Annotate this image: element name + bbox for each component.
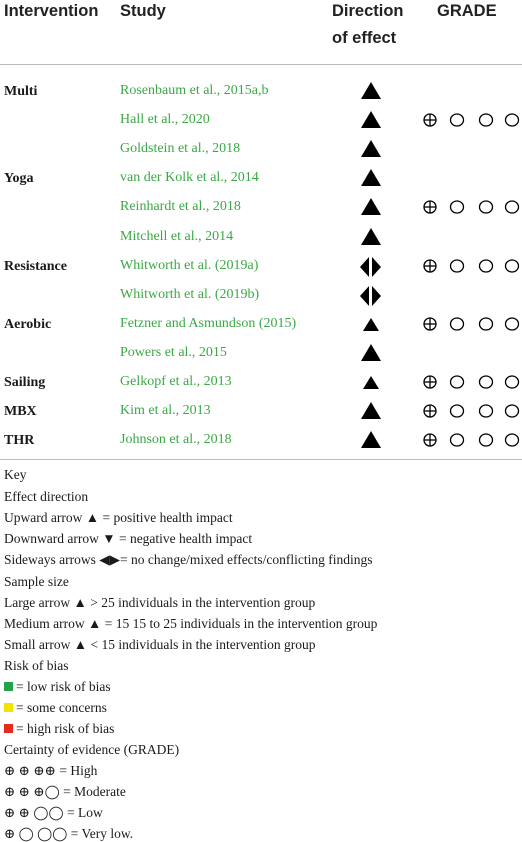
- up-arrow-icon: [355, 369, 387, 398]
- up-arrow-icon: [355, 398, 387, 427]
- key-title: Key: [4, 467, 27, 482]
- key-bias-low: = low risk of bias: [16, 679, 111, 694]
- intervention-label: Aerobic: [4, 316, 52, 332]
- study-link[interactable]: Whitworth et al. (2019a): [120, 257, 259, 273]
- up-arrow-icon: [355, 427, 387, 456]
- intervention-label: MBX: [4, 404, 37, 420]
- intervention-label: Multi: [4, 84, 38, 99]
- up-arrow-icon: [355, 165, 387, 194]
- header-rule: [0, 64, 522, 65]
- grade-very-low-icon: [420, 107, 522, 136]
- study-link[interactable]: Fetzner and Asmundson (2015): [120, 315, 297, 331]
- intervention-label: Sailing: [4, 375, 46, 390]
- study-link[interactable]: Powers et al., 2015: [120, 344, 227, 360]
- sideways-arrows-icon: [355, 253, 387, 282]
- study-link[interactable]: Johnson et al., 2018: [120, 432, 232, 448]
- up-arrow-icon: [355, 107, 387, 136]
- grade-very-low-icon: [420, 369, 522, 398]
- table-row: [0, 427, 522, 456]
- table-row: [0, 340, 522, 369]
- intervention-label: THR: [4, 433, 35, 449]
- study-link[interactable]: van der Kolk et al., 2014: [120, 170, 259, 186]
- grade-very-low-icon: [420, 311, 522, 340]
- study-link[interactable]: Gelkopf et al., 2013: [120, 374, 232, 389]
- bias-high-swatch: [4, 724, 13, 733]
- key-bias-high: = high risk of bias: [16, 721, 115, 736]
- table-row: [0, 398, 522, 427]
- key-sideways: Sideways arrows ◀▶= no change/mixed effects/conflicting findings: [4, 552, 373, 567]
- up-arrow-icon: [355, 224, 387, 253]
- key-downward: Downward arrow ▼ = negative health impact: [4, 531, 253, 546]
- key-certainty-heading: Certainty of evidence (GRADE): [4, 742, 180, 757]
- study-link[interactable]: Hall et al., 2020: [120, 112, 210, 128]
- header-direction-line2: of effect: [332, 29, 397, 47]
- key-medium: Medium arrow ▲ = 15 15 to 25 individuals in the intervention group: [4, 616, 378, 631]
- table-row: [0, 224, 522, 253]
- header-study: Study: [120, 2, 166, 20]
- study-link[interactable]: Goldstein et al., 2018: [120, 141, 241, 157]
- key-sample-heading: Sample size: [4, 574, 69, 589]
- up-arrow-icon: [355, 311, 387, 340]
- key-cert-moderate: ⊕ ⊕ ⊕◯ = Moderate: [4, 784, 126, 799]
- key-bias-heading: Risk of bias: [4, 658, 69, 673]
- bias-low-swatch: [4, 682, 13, 691]
- key-rule: [0, 459, 522, 460]
- table-row: [0, 78, 522, 107]
- grade-very-low-icon: [420, 398, 522, 427]
- header-intervention: Intervention: [4, 2, 99, 20]
- key-bias-low-row: [4, 679, 111, 695]
- up-arrow-icon: [355, 340, 387, 369]
- study-link[interactable]: Reinhardt et al., 2018: [120, 199, 241, 215]
- grade-very-low-icon: [420, 194, 522, 223]
- study-link[interactable]: Whitworth et al. (2019b): [120, 286, 260, 302]
- intervention-label: Yoga: [4, 171, 34, 187]
- key-cert-high: ⊕ ⊕ ⊕⊕ = High: [4, 763, 98, 778]
- study-link[interactable]: Kim et al., 2013: [120, 403, 211, 419]
- grade-very-low-icon: [420, 427, 522, 456]
- table-row: [0, 165, 522, 194]
- study-link[interactable]: Mitchell et al., 2014: [120, 228, 234, 244]
- key-effect-heading: Effect direction: [4, 489, 89, 504]
- intervention-label: Resistance: [4, 258, 67, 274]
- table-row: [0, 369, 522, 398]
- up-arrow-icon: [355, 194, 387, 223]
- table-row: [0, 311, 522, 340]
- key-small: Small arrow ▲ < 15 individuals in the intervention group: [4, 637, 316, 652]
- key-bias-some: = some concerns: [16, 700, 107, 715]
- up-arrow-icon: [355, 136, 387, 165]
- header-direction-line1: Direction: [332, 2, 404, 20]
- key-cert-low: ⊕ ⊕ ◯◯ = Low: [4, 805, 103, 820]
- key-large: Large arrow ▲ > 25 individuals in the intervention group: [4, 595, 316, 610]
- table-row: [0, 107, 522, 136]
- bias-some-swatch: [4, 703, 13, 712]
- table-row: [0, 136, 522, 165]
- table-row: [0, 194, 522, 223]
- key-bias-some-row: [4, 700, 107, 716]
- sideways-arrows-icon: [355, 282, 387, 311]
- up-arrow-icon: [355, 78, 387, 107]
- key-upward: Upward arrow ▲ = positive health impact: [4, 510, 233, 525]
- key-bias-high-row: [4, 721, 114, 737]
- header-grade: GRADE: [437, 2, 497, 20]
- study-link[interactable]: Rosenbaum et al., 2015a,b: [120, 83, 269, 98]
- grade-very-low-icon: [420, 253, 522, 282]
- table-row: [0, 282, 522, 311]
- key-cert-very-low: ⊕ ◯ ◯◯ = Very low.: [4, 826, 134, 841]
- table-row: [0, 253, 522, 282]
